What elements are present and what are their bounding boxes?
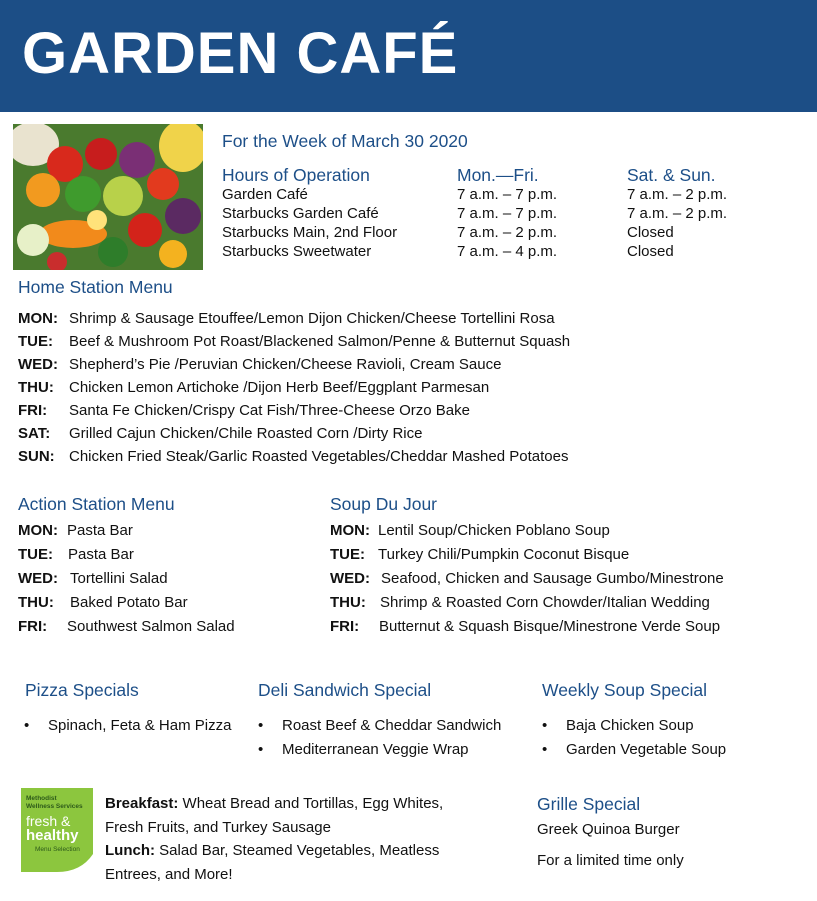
- menu-row: [330, 594, 724, 618]
- hours-weekend: Closed: [627, 224, 674, 241]
- hours-place: Starbucks Main, 2nd Floor: [222, 224, 398, 241]
- menu-row: [18, 570, 235, 594]
- menu-row: [18, 333, 570, 356]
- menu-row: [18, 310, 570, 333]
- hours-weekday: 7 a.m. – 7 p.m.: [457, 205, 558, 222]
- action-station-heading: Action Station Menu: [18, 494, 175, 514]
- hours-place: Garden Café: [222, 186, 308, 203]
- menu-items: Chicken Lemon Artichoke /Dijon Herb Beef/Eggplant Parmesan: [69, 379, 490, 396]
- menu-day: THU:: [18, 594, 54, 611]
- logo-text-line2: Wellness Services: [26, 803, 83, 810]
- action-station-list: [18, 522, 235, 642]
- lunch-line: Entrees, and More!: [105, 865, 233, 883]
- menu-items: Shepherd’s Pie /Peruvian Chicken/Cheese Ravioli, Cream Sauce: [69, 356, 502, 373]
- list-item: • Garden Vegetable Soup: [540, 738, 726, 762]
- menu-row: [330, 546, 724, 570]
- breakfast-text: Wheat Bread and Tortillas, Egg Whites,: [178, 795, 444, 812]
- menu-day: SUN:: [18, 448, 55, 465]
- menu-row: [18, 379, 570, 402]
- logo-text-line1: Methodist: [26, 795, 57, 802]
- menu-day: FRI:: [18, 618, 48, 635]
- lunch-text: Salad Bar, Steamed Vegetables, Meatless: [155, 842, 440, 859]
- menu-items: Pasta Bar: [67, 522, 133, 539]
- home-station-heading: Home Station Menu: [18, 277, 173, 297]
- menu-items: Butternut & Squash Bisque/Minestrone Verde Soup: [379, 618, 721, 635]
- home-station-list: [18, 310, 570, 471]
- hours-place: Starbucks Sweetwater: [222, 243, 372, 260]
- menu-day: TUE:: [18, 546, 53, 563]
- menu-day: WED:: [18, 356, 58, 373]
- menu-items: Grilled Cajun Chicken/Chile Roasted Corn /Dirty Rice: [69, 425, 423, 442]
- menu-day: SAT:: [18, 425, 51, 442]
- logo-fresh: fresh &: [26, 813, 71, 829]
- hours-heading: Hours of Operation: [222, 165, 370, 185]
- menu-day: WED:: [18, 570, 58, 587]
- breakfast-lunch-block: [105, 792, 443, 886]
- menu-items: Shrimp & Roasted Corn Chowder/Italian Wedding: [380, 594, 710, 611]
- list-item: • Spinach, Feta & Ham Pizza: [22, 714, 231, 738]
- list-item: • Baja Chicken Soup: [540, 714, 726, 738]
- menu-items: Pasta Bar: [68, 546, 134, 563]
- menu-day: MON:: [330, 522, 370, 539]
- pizza-specials-heading: Pizza Specials: [25, 680, 139, 700]
- breakfast-label: Breakfast:: [105, 795, 179, 812]
- menu-row: [18, 618, 235, 642]
- grille-special-note: For a limited time only: [537, 852, 684, 869]
- menu-day: THU:: [18, 379, 54, 396]
- weekly-soup-list: [540, 714, 726, 762]
- hours-weekday: 7 a.m. – 4 p.m.: [457, 243, 558, 260]
- menu-day: MON:: [18, 522, 58, 539]
- vegetables-image: [13, 124, 203, 270]
- grille-special-heading: Grille Special: [537, 794, 641, 814]
- logo-healthy: healthy: [26, 827, 79, 844]
- logo-menu-selection: Menu Selection: [35, 846, 80, 853]
- menu-items: Southwest Salmon Salad: [67, 618, 235, 635]
- menu-items: Chicken Fried Steak/Garlic Roasted Vegetables/Cheddar Mashed Potatoes: [69, 448, 569, 465]
- lunch-label: Lunch:: [105, 842, 155, 859]
- breakfast-line: [105, 792, 443, 816]
- deli-special-heading: Deli Sandwich Special: [258, 680, 432, 700]
- soup-du-jour-list: [330, 522, 724, 642]
- breakfast-line: Fresh Fruits, and Turkey Sausage: [105, 818, 331, 836]
- weekend-column-heading: Sat. & Sun.: [627, 165, 716, 185]
- page-title: GARDEN CAFÉ: [22, 21, 459, 86]
- menu-items: Shrimp & Sausage Etouffee/Lemon Dijon Chicken/Cheese Tortellini Rosa: [69, 310, 555, 327]
- pizza-specials-list: [22, 714, 231, 738]
- hours-weekend: 7 a.m. – 2 p.m.: [627, 186, 728, 203]
- menu-row: [18, 546, 235, 570]
- menu-items: Turkey Chili/Pumpkin Coconut Bisque: [378, 546, 630, 563]
- deli-special-list: [256, 714, 501, 762]
- weekly-soup-heading: Weekly Soup Special: [542, 680, 708, 700]
- lunch-line: [105, 839, 443, 863]
- menu-day: THU:: [330, 594, 366, 611]
- menu-items: Beef & Mushroom Pot Roast/Blackened Salmon/Penne & Butternut Squash: [69, 333, 571, 350]
- menu-items: Seafood, Chicken and Sausage Gumbo/Minestrone: [381, 570, 724, 587]
- menu-items: Tortellini Salad: [70, 570, 168, 587]
- menu-row: [330, 522, 724, 546]
- menu-day: FRI:: [330, 618, 360, 635]
- menu-day: FRI:: [18, 402, 48, 419]
- hours-weekend: 7 a.m. – 2 p.m.: [627, 205, 728, 222]
- menu-day: TUE:: [18, 333, 53, 350]
- menu-items: Santa Fe Chicken/Crispy Cat Fish/Three-Cheese Orzo Bake: [69, 402, 470, 419]
- menu-day: TUE:: [330, 546, 365, 563]
- vegetables-illustration: [13, 124, 203, 270]
- menu-row: [18, 594, 235, 618]
- soup-du-jour-heading: Soup Du Jour: [330, 494, 438, 514]
- menu-day: MON:: [18, 310, 58, 327]
- menu-row: [18, 356, 570, 379]
- menu-row: [18, 522, 235, 546]
- menu-row: [18, 402, 570, 425]
- hours-weekday: 7 a.m. – 2 p.m.: [457, 224, 558, 241]
- hours-weekday: 7 a.m. – 7 p.m.: [457, 186, 558, 203]
- menu-day: WED:: [330, 570, 370, 587]
- menu-items: Baked Potato Bar: [70, 594, 188, 611]
- menu-row: [330, 570, 724, 594]
- grille-special-item: Greek Quinoa Burger: [537, 821, 680, 838]
- menu-row: [18, 448, 570, 471]
- fresh-healthy-logo: [21, 788, 93, 872]
- menu-row: [330, 618, 724, 642]
- list-item: • Roast Beef & Cheddar Sandwich: [256, 714, 501, 738]
- menu-row: [18, 425, 570, 448]
- weekday-column-heading: Mon.—Fri.: [457, 165, 539, 185]
- week-label: For the Week of March 30 2020: [222, 131, 468, 151]
- list-item: • Mediterranean Veggie Wrap: [256, 738, 501, 762]
- menu-items: Lentil Soup/Chicken Poblano Soup: [378, 522, 610, 539]
- hours-weekend: Closed: [627, 243, 674, 260]
- hours-place: Starbucks Garden Café: [222, 205, 379, 222]
